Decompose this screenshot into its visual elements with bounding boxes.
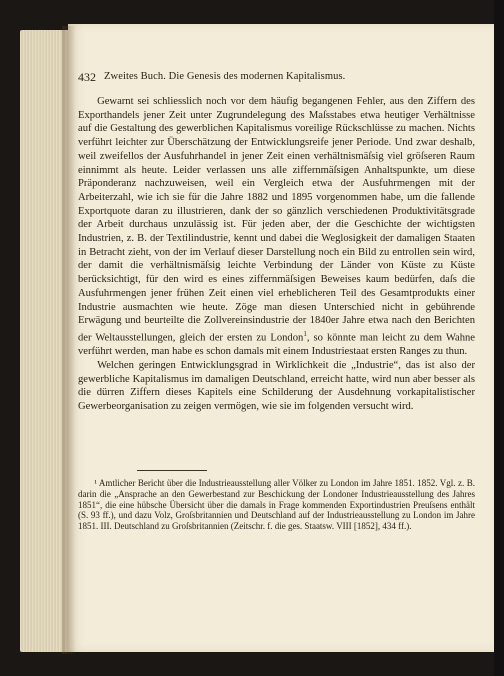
footnote-rule [137, 470, 207, 471]
page-number: 432 [78, 70, 96, 84]
paragraph: Welchen geringen Entwicklungsgrad in Wirklichkeit die „Industrie“, das ist also der gewerbliche Kapitalismus im damaligen Deutschland, erreicht hatte, wird nun aber besser als die dürren Ziffern dieses Kapitels eine Schilderung der Ausdehnung vorkapitalistischer Gewerbeorganisation zu zeigen vermögen, wie sie im folgenden versucht wird. [78, 359, 475, 412]
book-page-edges [20, 30, 68, 652]
background-edge [494, 0, 504, 676]
footnote [78, 478, 475, 532]
running-head: Zweites Buch. Die Genesis des modernen Kapitalismus. [104, 71, 346, 82]
footnote-text: ¹ Amtlicher Bericht über die Industrieausstellung aller Völker zu London im Jahre 1851. 1852. Vgl. z. B. darin die „Ansprache an den Gewerbestand zur Beschickung der Londoner Industrieausstellung des Jahres 1851“, die eine hübsche Übersicht über die damals in Frage kommenden Exportindustrien Preuſsens enthält (S. 93 ff.), und dazu Volz, Groſsbritannien und Deutschland auf der Industrieausstellung zu London im Jahre 1851. III. Deutschland zu Groſsbritannien (Zeitschr. f. die ges. Staatsw. VIII [1852], 434 ff.). [78, 478, 475, 532]
page-header [78, 70, 478, 84]
paragraph [78, 95, 475, 359]
footnote-reference: 1 [303, 329, 307, 338]
main-text [78, 95, 475, 414]
spine-shadow [62, 26, 76, 654]
paragraph-text-end: , so könnte man leicht zu dem Wahne verführt werden, man habe es schon damals mit einem Industriestaat ersten Ranges zu thun. [78, 332, 475, 358]
paragraph-text: Gewarnt sei schliesslich noch vor dem häufig begangenen Fehler, aus den Ziffern des Exporthandels jener Zeit unter Zugrundelegung des Maſsstabes etwa heutiger Verhältnisse auf die Gestaltung des gewerblichen Kapitalismus voreilige Rückschlüsse zu machen. Nichts verführt leichter zur Überschätzung der Entwicklungsreife jener Periode. Und zwar deshalb, weil zweifellos der Ausfuhrhandel in jener Zeit einen verhältnismäſsig viel gröſseren Raum einnimmt als heute. Leider verlassen uns alle ziffernmäſsigen Anhaltspunkte, um diese Präponderanz nachzuweisen, weil ein Vergleich etwa der Ausfuhrmengen mit der Arbeiterzahl, wie ich sie für die Jahre 1882 und 1895 vorgenommen habe, um die fallende Exportquote daran zu illustrieren, dank der so gänzlich verschiedenen Produktivitätsgrade der Arbeit durchaus unzulässig ist. Für jeden aber, der die Geschichte der wichtigsten Industrien, z. B. der Textilindustrie, kennt und dabei die Weglosigkeit der damaligen Staaten in Betracht zieht, von der im Verlauf dieser Darstellung noch ein Bild zu entrollen sein wird, der damit die verhältnismäſsig leichte Verbindung der Länder von Küste zu Küste berücksichtigt, für den wird es eines ziffernmäſsigen Beweises kaum bedürfen, daſs die Ausfuhrmengen jener frühen Zeit einen viel erheblicheren Teil des Gesamtprodukts einer Industrie ausmachten wie heute. Zöge man diesen Unterschied nicht in gebührende Erwägung und beurteilte die Zollvereinsindustrie der 1840er Jahre etwa nach den Berichten der Weltausstellungen, gleich der ersten zu London [78, 96, 475, 344]
